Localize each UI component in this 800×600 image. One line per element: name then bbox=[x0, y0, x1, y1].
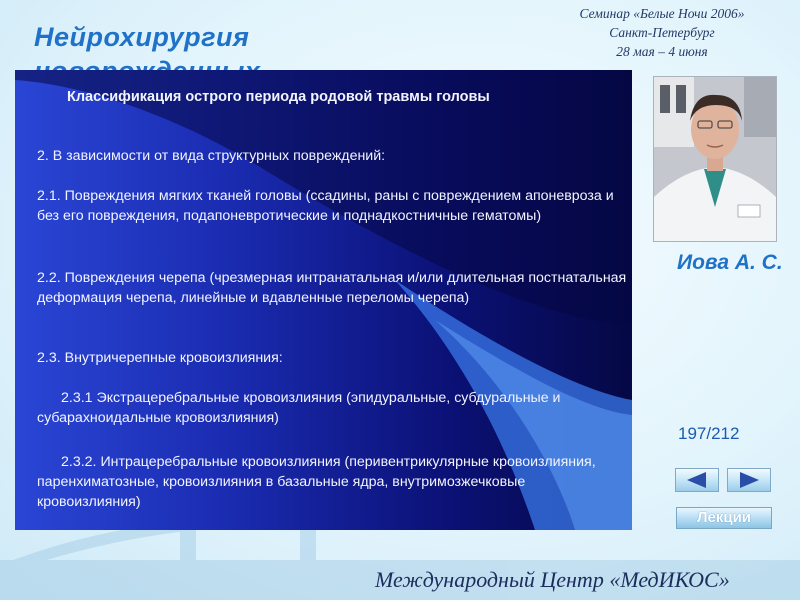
slide-paragraph: 2.3. Внутричерепные кровоизлияния: bbox=[37, 350, 283, 366]
page-title bbox=[34, 20, 260, 65]
seminar-city: Санкт-Петербург bbox=[609, 25, 715, 40]
slide-paragraph: 2. В зависимости от вида структурных повреждений: bbox=[37, 148, 386, 164]
speaker-portrait-image bbox=[654, 77, 776, 241]
previous-slide-button[interactable] bbox=[675, 468, 719, 492]
next-slide-button[interactable] bbox=[727, 468, 771, 492]
title-line-1: Нейрохирургия bbox=[34, 22, 250, 52]
slide-paragraph: 2.1. Повреждения мягких тканей головы (ссадины, раны с повреждением апоневроза и без его повреждения, подапоневротические и поднадкостничные гематомы) bbox=[37, 188, 614, 224]
speaker-photo bbox=[653, 76, 777, 242]
seminar-dates: 28 мая – 4 июня bbox=[616, 44, 708, 59]
seminar-name: Семинар «Белые Ночи 2006» bbox=[579, 6, 745, 21]
arrow-right-icon bbox=[728, 469, 770, 491]
page-counter: 197/212 bbox=[678, 424, 740, 443]
slide-paragraph: 2.3.2. Интрацеребральные кровоизлияния (перивентрикулярные кровоизлияния, паренхиматозные, кровоизлияния в базальные ядра, внутримозжечковые кровоизлияния) bbox=[37, 454, 596, 510]
arrow-left-icon bbox=[676, 469, 718, 491]
speaker-name: Иова А. С. bbox=[677, 251, 783, 274]
lectures-button[interactable]: Лекции bbox=[676, 507, 772, 529]
seminar-info bbox=[542, 4, 782, 61]
footer-org-name: Международный Центр «МедИКОС» bbox=[375, 567, 730, 592]
slide-paragraph: 2.2. Повреждения черепа (чрезмерная интранатальная и/или длительная постнатальная деформация черепа, линейные и вдавленные переломы черепа) bbox=[37, 270, 627, 306]
slide-paragraph: 2.3.1 Экстрацеребральные кровоизлияния (эпидуральные, субдуральные и субарахноидальные кровоизлияния) bbox=[37, 390, 561, 426]
slide-panel bbox=[15, 70, 632, 530]
slide-title: Классификация острого периода родовой травмы головы bbox=[67, 89, 490, 105]
